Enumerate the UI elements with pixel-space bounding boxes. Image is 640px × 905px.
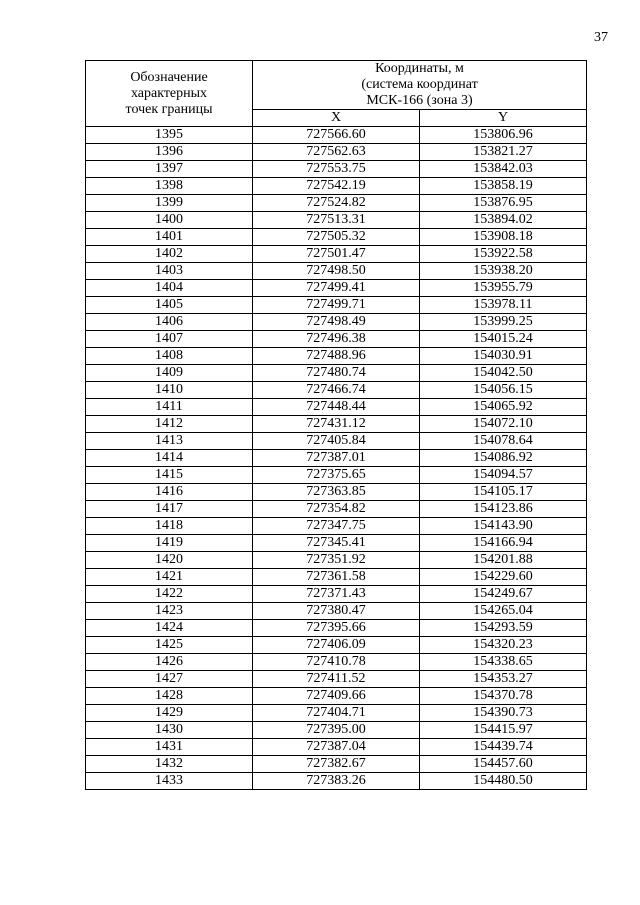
table-row: [86, 263, 587, 280]
point-cell: 1410: [86, 382, 253, 399]
coordinates-header-line: МСК-166 (зона 3): [366, 93, 473, 108]
table-row: [86, 654, 587, 671]
table-row: [86, 603, 587, 620]
table-row: [86, 144, 587, 161]
y-coordinate-cell: 154030.91: [420, 348, 587, 365]
y-coordinate-cell: 154249.67: [420, 586, 587, 603]
x-coordinate-cell: 727499.41: [253, 280, 420, 297]
x-coordinate-cell: 727553.75: [253, 161, 420, 178]
y-coordinate-cell: 154370.78: [420, 688, 587, 705]
x-coordinate-cell: 727354.82: [253, 501, 420, 518]
point-cell: 1400: [86, 212, 253, 229]
y-coordinate-cell: 154123.86: [420, 501, 587, 518]
x-coordinate-cell: 727562.63: [253, 144, 420, 161]
table-row: [86, 416, 587, 433]
point-cell: 1412: [86, 416, 253, 433]
point-cell: 1405: [86, 297, 253, 314]
x-coordinate-cell: 727375.65: [253, 467, 420, 484]
y-coordinate-cell: 153955.79: [420, 280, 587, 297]
y-coordinate-cell: 154338.65: [420, 654, 587, 671]
table-row: [86, 688, 587, 705]
y-coordinate-cell: 153806.96: [420, 127, 587, 144]
x-coordinate-cell: 727383.26: [253, 773, 420, 790]
table-row: [86, 314, 587, 331]
point-cell: 1415: [86, 467, 253, 484]
x-coordinate-cell: 727505.32: [253, 229, 420, 246]
point-cell: 1416: [86, 484, 253, 501]
point-cell: 1429: [86, 705, 253, 722]
point-cell: 1407: [86, 331, 253, 348]
coordinates-header: [253, 61, 587, 110]
point-cell: 1402: [86, 246, 253, 263]
x-coordinate-cell: 727347.75: [253, 518, 420, 535]
x-coordinate-cell: 727513.31: [253, 212, 420, 229]
point-cell: 1406: [86, 314, 253, 331]
y-coordinate-cell: 154078.64: [420, 433, 587, 450]
point-cell: 1409: [86, 365, 253, 382]
point-cell: 1398: [86, 178, 253, 195]
point-cell: 1403: [86, 263, 253, 280]
x-coordinate-cell: 727371.43: [253, 586, 420, 603]
table-row: [86, 297, 587, 314]
x-coordinate-cell: 727406.09: [253, 637, 420, 654]
x-coordinate-cell: 727566.60: [253, 127, 420, 144]
table-row: [86, 467, 587, 484]
table-row: [86, 586, 587, 603]
y-coordinate-cell: 154201.88: [420, 552, 587, 569]
y-coordinate-cell: 154042.50: [420, 365, 587, 382]
y-coordinate-cell: 154457.60: [420, 756, 587, 773]
table-row: [86, 637, 587, 654]
table-row: [86, 433, 587, 450]
x-coordinate-cell: 727501.47: [253, 246, 420, 263]
point-cell: 1422: [86, 586, 253, 603]
x-coordinate-cell: 727524.82: [253, 195, 420, 212]
table-row: [86, 552, 587, 569]
x-coordinate-cell: 727542.19: [253, 178, 420, 195]
table-row: [86, 246, 587, 263]
table-row: [86, 671, 587, 688]
table-row: [86, 535, 587, 552]
point-designation-header: [86, 61, 253, 127]
point-cell: 1423: [86, 603, 253, 620]
table-row: [86, 705, 587, 722]
point-cell: 1426: [86, 654, 253, 671]
table-body: [86, 127, 587, 790]
coordinates-header-line: Координаты, м: [375, 61, 464, 76]
point-cell: 1418: [86, 518, 253, 535]
x-coordinate-cell: 727387.04: [253, 739, 420, 756]
y-coordinate-cell: 154390.73: [420, 705, 587, 722]
table-row: [86, 229, 587, 246]
x-coordinate-cell: 727409.66: [253, 688, 420, 705]
table-row: [86, 382, 587, 399]
point-designation-line: Обозначение: [130, 69, 208, 85]
y-coordinate-cell: 154072.10: [420, 416, 587, 433]
y-coordinate-cell: 153908.18: [420, 229, 587, 246]
coordinates-table: [85, 60, 587, 790]
x-coordinate-cell: 727498.50: [253, 263, 420, 280]
y-coordinate-cell: 154353.27: [420, 671, 587, 688]
y-coordinate-cell: 154166.94: [420, 535, 587, 552]
x-coordinate-cell: 727431.12: [253, 416, 420, 433]
table-row: [86, 348, 587, 365]
x-coordinate-cell: 727499.71: [253, 297, 420, 314]
point-cell: 1413: [86, 433, 253, 450]
table-row: [86, 161, 587, 178]
table-row: [86, 280, 587, 297]
x-column-header: X: [253, 110, 420, 127]
point-cell: 1427: [86, 671, 253, 688]
point-cell: 1431: [86, 739, 253, 756]
point-cell: 1408: [86, 348, 253, 365]
x-coordinate-cell: 727480.74: [253, 365, 420, 382]
point-cell: 1428: [86, 688, 253, 705]
y-coordinate-cell: 154015.24: [420, 331, 587, 348]
table-row: [86, 450, 587, 467]
x-coordinate-cell: 727404.71: [253, 705, 420, 722]
y-coordinate-cell: 153858.19: [420, 178, 587, 195]
x-coordinate-cell: 727466.74: [253, 382, 420, 399]
coordinates-header-line: (система координат: [361, 77, 478, 92]
table-row: [86, 127, 587, 144]
point-cell: 1397: [86, 161, 253, 178]
point-cell: 1420: [86, 552, 253, 569]
point-cell: 1425: [86, 637, 253, 654]
x-coordinate-cell: 727448.44: [253, 399, 420, 416]
table-row: [86, 501, 587, 518]
table-row: [86, 178, 587, 195]
table-row: [86, 331, 587, 348]
point-cell: 1399: [86, 195, 253, 212]
table-row: [86, 365, 587, 382]
y-coordinate-cell: 154480.50: [420, 773, 587, 790]
point-designation-line: точек границы: [125, 101, 213, 117]
x-coordinate-cell: 727387.01: [253, 450, 420, 467]
table-row: [86, 484, 587, 501]
point-cell: 1419: [86, 535, 253, 552]
point-cell: 1421: [86, 569, 253, 586]
y-coordinate-cell: 153876.95: [420, 195, 587, 212]
y-coordinate-cell: 154105.17: [420, 484, 587, 501]
point-cell: 1396: [86, 144, 253, 161]
table-row: [86, 569, 587, 586]
point-cell: 1424: [86, 620, 253, 637]
x-coordinate-cell: 727411.52: [253, 671, 420, 688]
y-coordinate-cell: 154229.60: [420, 569, 587, 586]
point-cell: 1401: [86, 229, 253, 246]
x-coordinate-cell: 727361.58: [253, 569, 420, 586]
point-cell: 1433: [86, 773, 253, 790]
y-coordinate-cell: 154439.74: [420, 739, 587, 756]
x-coordinate-cell: 727363.85: [253, 484, 420, 501]
table-row: [86, 195, 587, 212]
x-coordinate-cell: 727496.38: [253, 331, 420, 348]
table-row: [86, 739, 587, 756]
table-row: [86, 722, 587, 739]
y-coordinate-cell: 153999.25: [420, 314, 587, 331]
y-coordinate-cell: 154086.92: [420, 450, 587, 467]
x-coordinate-cell: 727410.78: [253, 654, 420, 671]
table-row: [86, 518, 587, 535]
y-coordinate-cell: 154143.90: [420, 518, 587, 535]
y-coordinate-cell: 154293.59: [420, 620, 587, 637]
y-coordinate-cell: 153842.03: [420, 161, 587, 178]
y-coordinate-cell: 153922.58: [420, 246, 587, 263]
point-designation-line: характерных: [130, 85, 208, 101]
y-coordinate-cell: 154056.15: [420, 382, 587, 399]
x-coordinate-cell: 727382.67: [253, 756, 420, 773]
point-cell: 1411: [86, 399, 253, 416]
table-row: [86, 620, 587, 637]
page-number: 37: [594, 30, 608, 45]
x-coordinate-cell: 727345.41: [253, 535, 420, 552]
y-coordinate-cell: 154265.04: [420, 603, 587, 620]
table-row: [86, 773, 587, 790]
table-header: [86, 61, 587, 127]
y-coordinate-cell: 153938.20: [420, 263, 587, 280]
x-coordinate-cell: 727395.00: [253, 722, 420, 739]
point-cell: 1395: [86, 127, 253, 144]
y-column-header: Y: [420, 110, 587, 127]
y-coordinate-cell: 153894.02: [420, 212, 587, 229]
x-coordinate-cell: 727395.66: [253, 620, 420, 637]
y-coordinate-cell: 154415.97: [420, 722, 587, 739]
table-row: [86, 212, 587, 229]
x-coordinate-cell: 727380.47: [253, 603, 420, 620]
y-coordinate-cell: 153821.27: [420, 144, 587, 161]
x-coordinate-cell: 727488.96: [253, 348, 420, 365]
table-row: [86, 756, 587, 773]
point-cell: 1414: [86, 450, 253, 467]
y-coordinate-cell: 154065.92: [420, 399, 587, 416]
table-row: [86, 399, 587, 416]
x-coordinate-cell: 727498.49: [253, 314, 420, 331]
y-coordinate-cell: 154094.57: [420, 467, 587, 484]
point-cell: 1417: [86, 501, 253, 518]
point-cell: 1430: [86, 722, 253, 739]
y-coordinate-cell: 154320.23: [420, 637, 587, 654]
point-cell: 1404: [86, 280, 253, 297]
x-coordinate-cell: 727351.92: [253, 552, 420, 569]
y-coordinate-cell: 153978.11: [420, 297, 587, 314]
point-cell: 1432: [86, 756, 253, 773]
x-coordinate-cell: 727405.84: [253, 433, 420, 450]
